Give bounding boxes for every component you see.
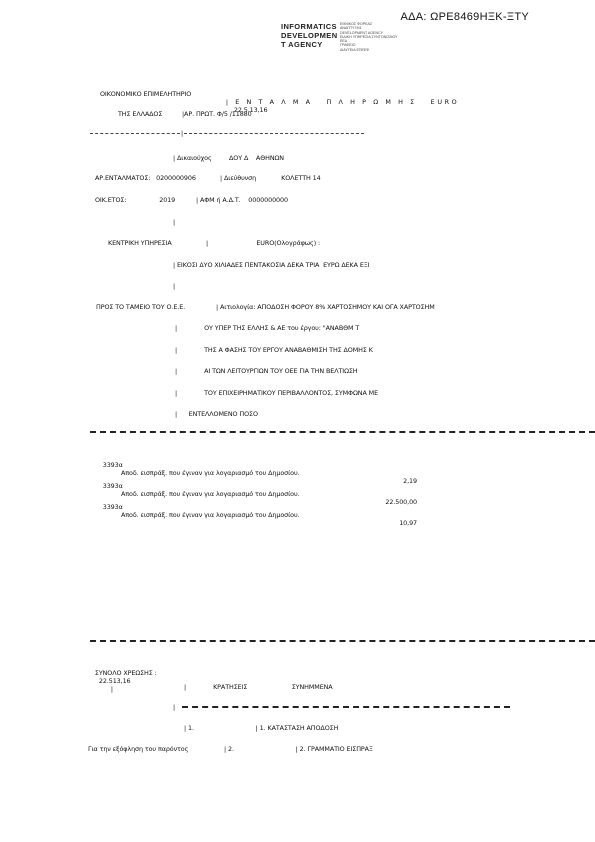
ledger-amount: 2,19 [403,477,417,485]
reason-line: | ΤΗΣ Α ΦΑΣΗΣ ΤΟΥ ΕΡΓΟΥ ΑΝΑΒΑΘΜΙΣΗ ΤΗΣ ΔΟΜΗΣ Κ [175,346,373,354]
logo-subtext: ΕΘΝΙΚΟΣ ΦΟΡΕΑΣ ΑΝΑΠΤΥΞΗΣ DEVELOPMENT AGENCY ΕΙΔΙΚΗ ΥΠΗΡΕΣΙΑ ΣΥΝΤΟΝΙΣΜΟΥ ΕΕΔ ΓΡΑΦΕΙΟ ΔΙΑΥΓΕΙΑ ΕΠΕΕΦ [340,22,398,52]
ledger-description: Αποδ. εισπράξ. που έγιναν για λογαριασμό του Δημοσίου. [121,511,300,519]
reason-line: | ΟΥ ΥΠΕΡ ΤΗΣ ΕΛΛΗΣ & ΑΕ του έργου: "ΑΝΑΒΘΜ Τ [175,324,360,332]
order-number: ΑΡ.ΕΝΤΑΛΜΑΤΟΣ: 0200000906 [95,174,196,182]
title-text: | Ε Ν Τ Α Λ Μ Α Π Λ Η Ρ Ω Μ Η Σ EURO [225,98,460,106]
attachment-row: | 2. | 2. ΓΡΑΜΜΑΤΙΟ ΕΙΣΠΡΑΞ [224,745,373,753]
ledger-amount: 22.500,00 [385,498,417,506]
settlement-note: Για την εξόφληση του παρόντος [88,745,189,753]
ledger-code: 3393α [102,482,123,490]
document-title [222,90,459,114]
mid-separator [182,706,510,708]
org-country: ΤΗΣ ΕΛΛΑΔΟΣ [118,110,163,118]
protocol-number: |ΑΡ. ΠΡΩΤ. Φ/5 /11880 [182,110,252,118]
logo-line: DEVELOPMEN [281,31,338,40]
attachment-row: | 1. | 1. ΚΑΤΑΣΤΑΣΗ ΑΠΟΔΟΣΗ [184,724,339,732]
logo-line: INFORMATICS [281,22,337,31]
address: | Διεύθυνση ΚΟΛΕΤΤΗ 14 [220,174,321,182]
withholdings-header: | ΚΡΑΤΗΣΕΙΣ ΣΥΝΗΜΜΕΝΑ [184,683,333,691]
ledger-code: 3393α [102,461,123,469]
pipe: | [173,703,176,711]
total-charge [91,661,157,693]
service-name: ΚΕΝΤΡΙΚΗ ΥΠΗΡΕΣΙΑ [108,239,172,247]
org-name: ΟΙΚΟΝΟΜΙΚΟ ΕΠΙΜΕΛΗΤΗΡΙΟ [100,90,192,98]
reason-line: | ΑΙ ΤΩΝ ΛΕΙΤΟΥΡΓΙΩΝ ΤΟΥ ΟΕΕ ΓΙΑ ΤΗΝ ΒΕΛΤΙΩΣΗ [175,367,358,375]
total-label: ΣΥΝΟΛΟ ΧΡΕΩΣΗΣ : [94,669,157,677]
beneficiary: | Δικαιούχος ΔΟΥ Δ ΑΘΗΝΩΝ [173,154,284,162]
currency-label: | EURO(Ολογράφως) : [206,239,321,247]
payee-fund: ΠΡΟΣ ΤΟ ΤΑΜΕΙΟ ΤΟΥ Ο.Ε.Ε. [96,303,186,311]
ledger-description: Αποδ. εισπράξ. που έγιναν για λογαριασμό του Δημοσίου. [121,469,300,477]
title-date: 22.5.13,16 [233,106,268,114]
amount-in-words: | ΕΙΚΟΣΙ ΔΥΟ ΧΙΛΙΑΔΕΣ ΠΕΝΤΑΚΟΣΙΑ ΔΕΚΑ ΤΡΙΑ ΕΥΡΩ ΔΕΚΑ ΕΞΙ [173,261,370,269]
logo-wordmark [281,22,338,49]
separator-left [90,133,180,134]
ledger-amount: 10,97 [399,519,417,527]
heavy-separator [90,640,595,642]
total-value: 22.513,16 [98,677,131,685]
pipe: | [173,282,176,290]
separator-pipe: | [181,129,184,137]
reason-line: | ΕΝΤΕΛΛΟΜΕΝΟ ΠΟΣΟ [175,410,258,418]
fiscal-year: ΟΙΚ.ΕΤΟΣ: 2019 [95,196,176,204]
ledger-code: 3393α [102,503,123,511]
pipe: | [110,685,113,693]
reason-line: | Αιτιολογία: ΑΠΟΔΟΣΗ ΦΟΡΟΥ 8% ΧΑΡΤΟΣΗΜΟΥ ΚΑΙ ΟΓΑ ΧΑΡΤΟΣΗΜ [216,303,435,311]
separator-right [184,133,364,134]
heavy-separator [90,431,595,433]
ada-code: ΑΔΑ: ΩΡΕ8469ΗΞΚ-ΞΤΥ [400,11,529,23]
ledger-description: Αποδ. εισπράξ. που έγιναν για λογαριασμό του Δημοσίου. [121,490,300,498]
pipe: | [173,218,176,226]
tax-id: | ΑΦΜ ή Α.Δ.Τ. 0000000000 [196,196,288,204]
reason-line: | ΤΟΥ ΕΠΙΧΕΙΡΗΜΑΤΙΚΟΥ ΠΕΡΙΒΑΛΛΟΝΤΟΣ, ΣΥΜΦΩΝΑ ΜΕ [175,389,379,397]
logo-line: T AGENCY [281,40,323,49]
